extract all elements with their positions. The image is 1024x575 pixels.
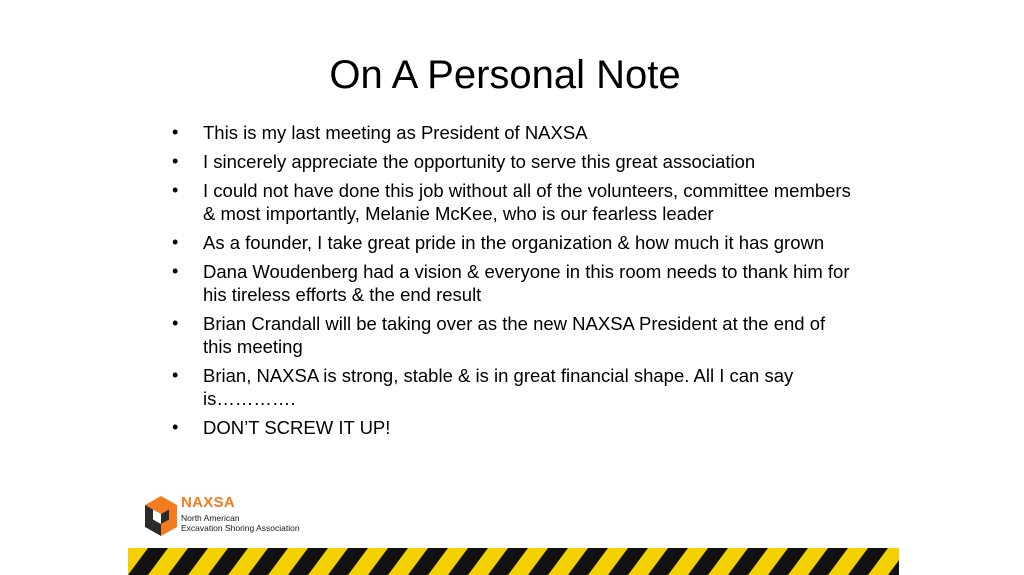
bullet-item [168,364,858,410]
bullet-text: This is my last meeting as President of NAXSA [203,122,588,143]
logo-subtitle-line1: North American [181,513,240,523]
bullet-item [168,179,858,225]
bullet-text: As a founder, I take great pride in the organization & how much it has grown [203,232,825,253]
bullet-text: Brian, NAXSA is strong, stable & is in great financial shape. All I can say is…………. [203,365,794,409]
bullet-text: Dana Woudenberg had a vision & everyone in this room needs to thank him for his tireless efforts & the end result [203,261,850,305]
bullet-item [168,231,858,254]
bullet-item [168,150,858,173]
bullet-dot-icon: • [172,365,179,385]
bullet-text: DON’T SCREW IT UP! [203,417,391,438]
bullet-dot-icon: • [172,261,179,281]
slide-title: On A Personal Note [329,53,681,97]
bullet-dot-icon: • [172,232,179,252]
bullet-item [168,260,858,306]
bullet-dot-icon: • [172,417,179,437]
hazard-stripes-footer [128,548,899,575]
bullet-text: Brian Crandall will be taking over as the new NAXSA President at the end of this meeting [203,313,826,357]
bullet-item [168,416,858,439]
bullet-dot-icon: • [172,180,179,200]
bullet-text: I could not have done this job without all of the volunteers, committee members & most importantly, Melanie McKee, who is our fearless leader [203,180,851,224]
bullet-dot-icon: • [172,122,179,142]
naxsa-cube-icon [143,494,179,538]
bullet-dot-icon: • [172,151,179,171]
bullet-item [168,312,858,358]
naxsa-logo [143,494,313,538]
bullet-list [168,121,858,445]
logo-subtitle-line2: Excavation Shoring Association [181,523,300,533]
logo-name: NAXSA [181,494,236,511]
bullet-dot-icon: • [172,313,179,333]
bullet-item [168,121,858,144]
bullet-text: I sincerely appreciate the opportunity to serve this great association [203,151,756,172]
